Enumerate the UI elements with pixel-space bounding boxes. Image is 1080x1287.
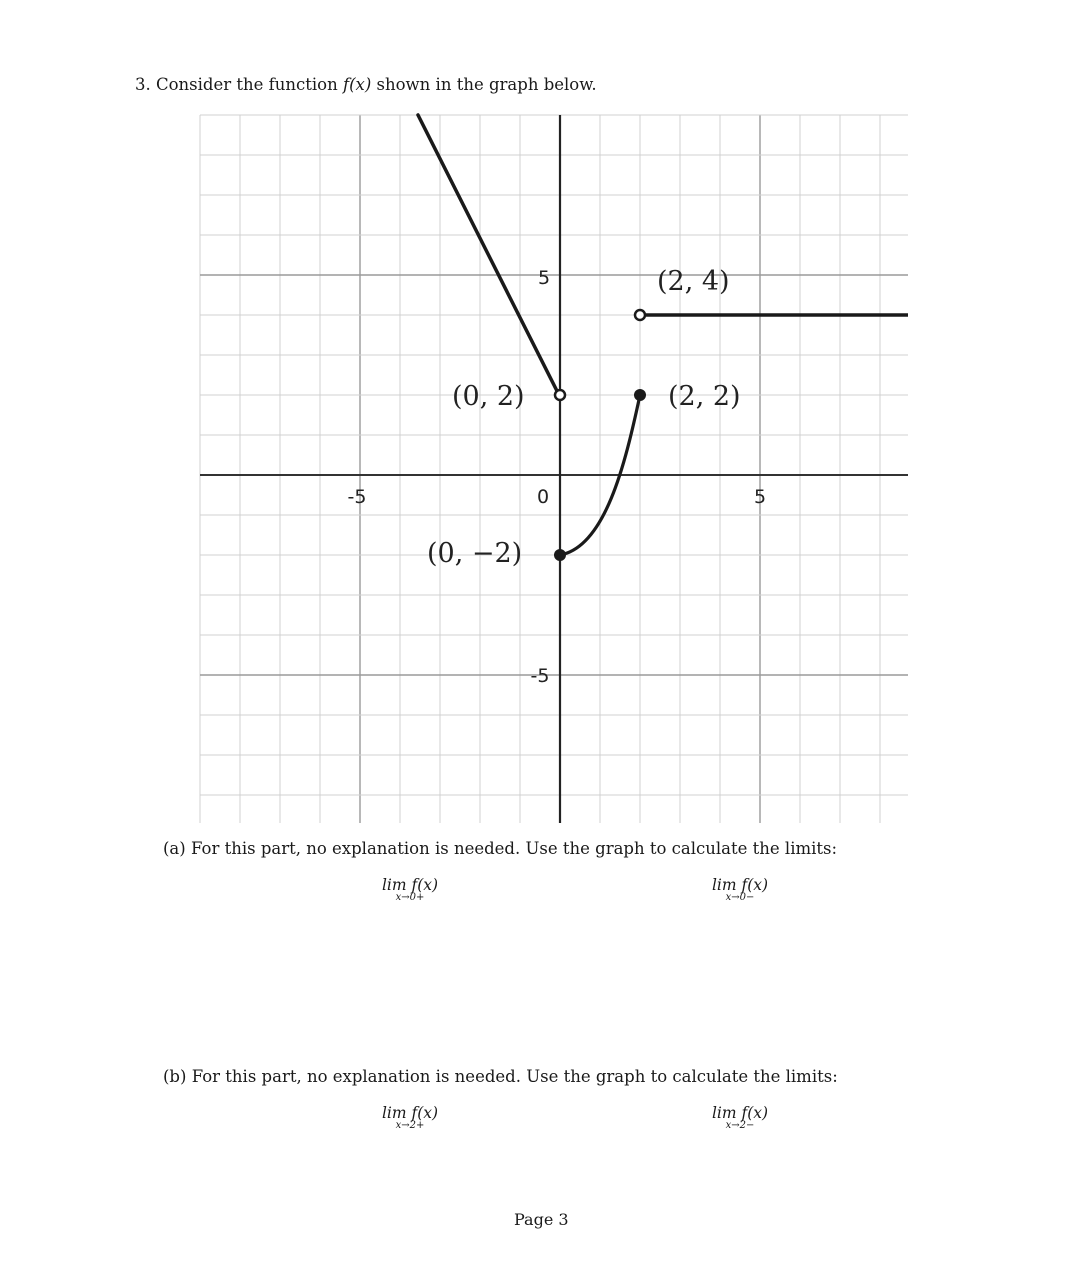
part-a-prompt xyxy=(163,839,837,858)
closed-point-0-neg2 xyxy=(554,549,566,561)
y-tick-label-5: 5 xyxy=(537,267,551,289)
limit-expression: lim f(x) xyxy=(381,876,439,894)
part-b-prompt xyxy=(163,1067,838,1086)
x-tick-label-neg5: -5 xyxy=(347,486,367,508)
question-function: f(x) xyxy=(342,75,372,94)
limit-expression: lim f(x) xyxy=(381,1104,439,1122)
point-label-2-4: (2, 4) xyxy=(657,266,730,297)
limit-subscript: x→2+ xyxy=(395,1120,425,1131)
question-text-after: shown in the graph below. xyxy=(376,75,597,94)
part-b-label: (b) xyxy=(163,1067,187,1086)
point-label-2-2: (2, 2) xyxy=(668,381,741,412)
limit-expression: lim f(x) xyxy=(711,876,769,894)
plot-layer xyxy=(418,115,908,561)
axes xyxy=(200,115,908,823)
point-label-0-neg2: (0, −2) xyxy=(427,538,523,569)
limit-expression: lim f(x) xyxy=(711,1104,769,1122)
limit-subscript: x→0− xyxy=(725,892,755,903)
left-line-segment xyxy=(418,115,557,391)
part-a-limit-right xyxy=(690,876,790,903)
point-label-0-2: (0, 2) xyxy=(452,381,525,412)
part-b-limit-left xyxy=(360,1104,460,1131)
grid-lines xyxy=(200,115,908,823)
y-tick-label-neg5: -5 xyxy=(530,665,550,687)
closed-point-2-2 xyxy=(634,389,646,401)
page-number: Page 3 xyxy=(514,1210,569,1229)
question-number: 3. xyxy=(135,75,151,94)
part-b-limit-right xyxy=(690,1104,790,1131)
x-tick-label-5: 5 xyxy=(753,486,767,508)
open-point-2-4 xyxy=(635,310,645,320)
limit-subscript: x→2− xyxy=(725,1120,755,1131)
question-text-before: Consider the function xyxy=(156,75,338,94)
part-a-limit-left xyxy=(360,876,460,903)
part-a-label: (a) xyxy=(163,839,186,858)
limit-subscript: x→0+ xyxy=(395,892,425,903)
part-a-text: For this part, no explanation is needed. Use the graph to calculate the limits: xyxy=(190,839,838,858)
open-point-0-2 xyxy=(555,390,565,400)
x-tick-label-0: 0 xyxy=(536,486,550,508)
part-b-text: For this part, no explanation is needed. Use the graph to calculate the limits: xyxy=(191,1067,838,1086)
